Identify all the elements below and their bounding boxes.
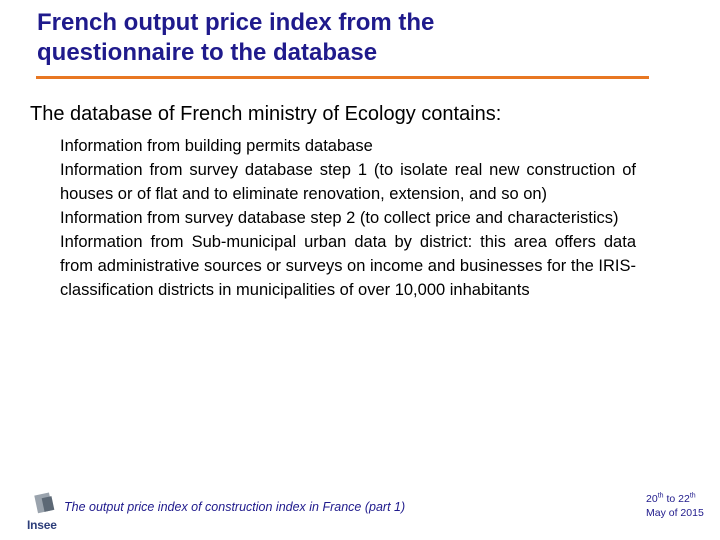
footer-date-line-1 [646,492,704,506]
footer-date-to: to [666,493,676,505]
footer-caption: The output price index of construction index in France (part 1) [64,500,406,514]
footer-date-day-end: 22 [678,493,690,505]
insee-logo-text: Insee [27,518,57,532]
lead-text: The database of French ministry of Ecology contains: [30,103,502,125]
list-item: Information from building permits database [60,137,373,155]
footer-date-line-2: May of 2015 [646,507,704,519]
footer-date-day-start: 20 [646,493,658,505]
footer-date [646,492,704,520]
title-underline [36,76,649,79]
list-item: Information from survey database step 1 (to isolate real new construction of houses or of flat and to eliminate renovation, extension, and so on) [60,161,636,203]
list-item: Information from Sub-municipal urban data by district: this area offers data from administrative sources or surveys on income and businesses for the IRIS-classification districts in municipalities of over 10,000 inhabitants [60,233,636,299]
content-list [60,134,636,302]
slide-title-line-1: French output price index from the [37,9,435,36]
slide-title-line-2: questionnaire to the database [37,39,378,66]
footer-date-day-end-suffix: th [689,492,696,500]
footer-date-day-start-suffix: th [657,492,664,500]
slide-title [37,8,657,68]
list-item: Information from survey database step 2 (to collect price and characteristics) [60,209,619,227]
